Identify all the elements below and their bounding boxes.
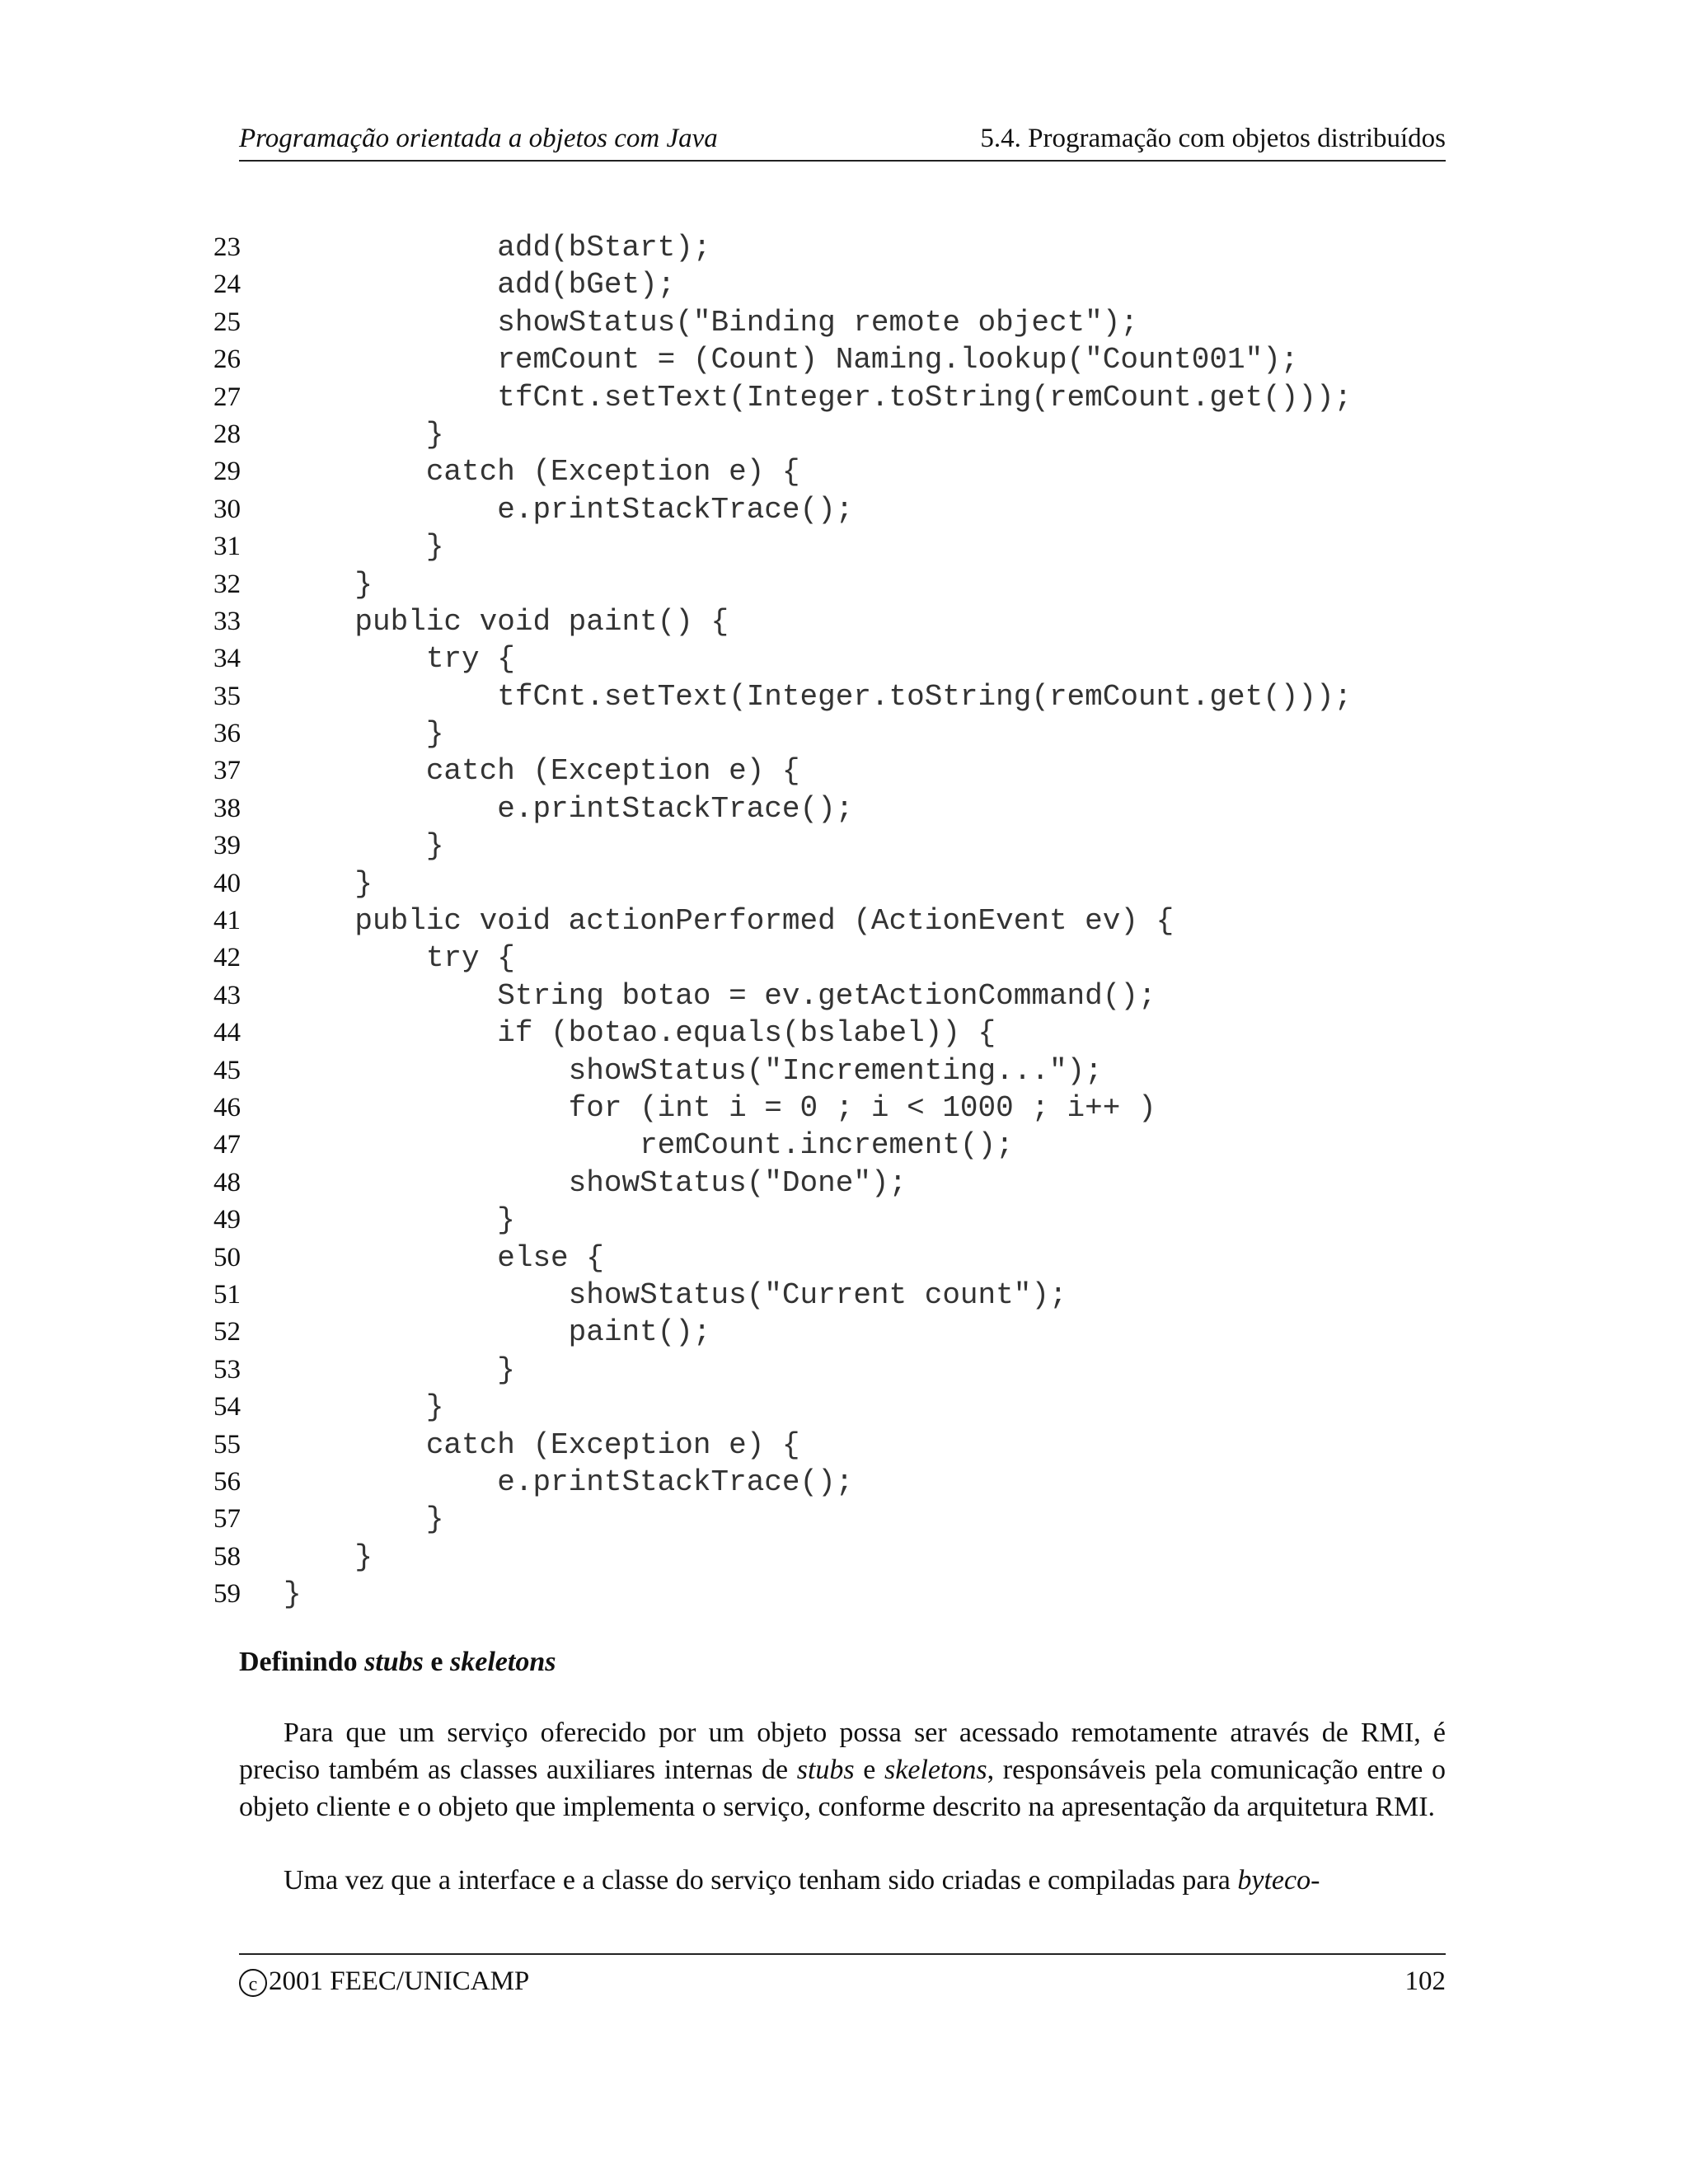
line-number: 37	[213, 756, 241, 786]
code-text: }	[284, 829, 444, 864]
line-number: 40	[213, 868, 241, 898]
paragraph-1-text-c: , responsáveis pela comunicação entre o objeto cliente e o objeto que implementa o serviço, conforme descrito na apresentação da arquitetura RMI.	[239, 1755, 1446, 1822]
code-line	[181, 1389, 1500, 1426]
code-line	[181, 1576, 1500, 1613]
code-line	[181, 603, 1500, 640]
code-line	[181, 416, 1500, 453]
code-text: catch (Exception e) {	[284, 754, 800, 789]
code-line	[181, 827, 1500, 865]
code-line	[181, 1052, 1500, 1090]
code-line	[181, 640, 1500, 677]
code-line	[181, 1202, 1500, 1239]
line-number: 58	[213, 1541, 241, 1572]
code-text: e.printStackTrace();	[284, 492, 854, 527]
code-text: tfCnt.setText(Integer.toString(remCount.get()));	[284, 380, 1353, 415]
code-text: e.printStackTrace();	[284, 1465, 854, 1499]
header-section-title: 5.4. Programação com objetos distribuídos	[980, 124, 1446, 153]
line-number: 27	[213, 382, 241, 412]
line-number: 36	[213, 719, 241, 749]
line-number: 34	[213, 644, 241, 674]
line-number: 33	[213, 606, 241, 636]
line-number: 28	[213, 419, 241, 449]
code-text: for (int i = 0 ; i < 1000 ; i++ )	[284, 1090, 1156, 1125]
code-line	[181, 715, 1500, 752]
copyright-icon: c	[239, 1969, 267, 1997]
code-text: showStatus("Incrementing...");	[284, 1053, 1103, 1088]
code-text: }	[284, 1352, 515, 1387]
code-line	[181, 379, 1500, 416]
code-listing	[181, 229, 1500, 1613]
code-line	[181, 1240, 1500, 1277]
footer-rule	[239, 1953, 1446, 1955]
code-line	[181, 1352, 1500, 1389]
section-heading-skeletons: skeletons	[450, 1647, 556, 1677]
code-text: }	[284, 866, 373, 901]
code-text: }	[284, 417, 444, 452]
line-number: 44	[213, 1018, 241, 1048]
line-number: 41	[213, 906, 241, 936]
code-line	[181, 1165, 1500, 1202]
section-heading	[239, 1647, 556, 1678]
code-line	[181, 752, 1500, 790]
code-text: add(bGet);	[284, 268, 676, 302]
code-text: tfCnt.setText(Integer.toString(remCount.get()));	[284, 679, 1353, 714]
paragraph-1-text-a: Para que um serviço oferecido por um objeto possa ser acessado remotamente através de RMI, é preciso também as classes auxiliares internas de	[239, 1718, 1446, 1785]
line-number: 53	[213, 1354, 241, 1385]
code-line	[181, 940, 1500, 977]
code-text: if (botao.equals(bslabel)) {	[284, 1016, 996, 1051]
code-line	[181, 528, 1500, 565]
code-text: paint();	[284, 1315, 711, 1350]
line-number: 29	[213, 457, 241, 487]
code-line	[181, 1314, 1500, 1351]
code-line	[181, 1015, 1500, 1052]
line-number: 39	[213, 831, 241, 861]
code-text: }	[284, 717, 444, 752]
code-text: remCount = (Count) Naming.lookup("Count001");	[284, 343, 1299, 377]
line-number: 55	[213, 1429, 241, 1460]
line-number: 35	[213, 681, 241, 711]
line-number: 26	[213, 344, 241, 375]
code-line	[181, 1501, 1500, 1538]
code-text: }	[284, 1390, 444, 1425]
page-number: 102	[1404, 1966, 1446, 1996]
line-number: 48	[213, 1167, 241, 1197]
code-text: public void actionPerformed (ActionEvent ev) {	[284, 904, 1175, 939]
line-number: 54	[213, 1392, 241, 1422]
paragraph-2-text: Uma vez que a interface e a classe do serviço tenham sido criadas e compiladas para	[284, 1865, 1238, 1896]
paragraph-2-em: byteco-	[1237, 1865, 1320, 1896]
code-text: showStatus("Done");	[284, 1165, 907, 1200]
paragraph-1-em-skeletons: skeletons	[884, 1755, 987, 1785]
footer-copyright	[239, 1966, 529, 1997]
code-text: }	[284, 1502, 444, 1537]
code-text: }	[284, 1540, 373, 1574]
code-line	[181, 1127, 1500, 1164]
code-text: else {	[284, 1240, 604, 1275]
line-number: 43	[213, 980, 241, 1010]
code-line	[181, 1277, 1500, 1314]
code-line	[181, 453, 1500, 490]
code-line	[181, 1090, 1500, 1127]
line-number: 30	[213, 494, 241, 524]
code-text: e.printStackTrace();	[284, 791, 854, 826]
code-text: showStatus("Current count");	[284, 1277, 1067, 1312]
code-line	[181, 491, 1500, 528]
line-number: 50	[213, 1242, 241, 1272]
footer-copyright-text: 2001 FEEC/UNICAMP	[269, 1966, 530, 1996]
code-text: catch (Exception e) {	[284, 455, 800, 490]
code-line	[181, 1427, 1500, 1464]
line-number: 38	[213, 793, 241, 823]
code-text: catch (Exception e) {	[284, 1427, 800, 1462]
line-number: 45	[213, 1055, 241, 1085]
line-number: 59	[213, 1579, 241, 1610]
code-text: remCount.increment();	[284, 1128, 1014, 1163]
code-line	[181, 790, 1500, 827]
code-text: }	[284, 530, 444, 565]
paragraph-2	[239, 1862, 1446, 1899]
paragraph-1-em-stubs: stubs	[796, 1755, 855, 1785]
line-number: 24	[213, 269, 241, 300]
code-text: String botao = ev.getActionCommand();	[284, 978, 1156, 1013]
code-text: try {	[284, 941, 515, 976]
code-line	[181, 902, 1500, 940]
running-header	[239, 120, 1446, 162]
code-text: try {	[284, 642, 515, 677]
line-number: 56	[213, 1466, 241, 1497]
code-line	[181, 1464, 1500, 1501]
code-line	[181, 678, 1500, 715]
code-text: }	[284, 1203, 515, 1238]
code-text: }	[284, 567, 373, 602]
code-text: add(bStart);	[284, 231, 711, 265]
line-number: 57	[213, 1504, 241, 1535]
line-number: 46	[213, 1092, 241, 1122]
code-text: showStatus("Binding remote object");	[284, 305, 1138, 340]
code-line	[181, 977, 1500, 1015]
line-number: 31	[213, 532, 241, 562]
code-line	[181, 304, 1500, 341]
code-line	[181, 1539, 1500, 1576]
code-line	[181, 229, 1500, 266]
code-text: public void paint() {	[284, 604, 729, 639]
line-number: 23	[213, 232, 241, 262]
line-number: 49	[213, 1205, 241, 1235]
section-heading-stubs: stubs	[364, 1647, 424, 1677]
line-number: 32	[213, 569, 241, 599]
line-number: 25	[213, 307, 241, 337]
code-text: }	[284, 1577, 302, 1612]
paragraph-1-text-b: e	[854, 1755, 885, 1785]
line-number: 42	[213, 943, 241, 973]
section-heading-and: e	[423, 1647, 451, 1677]
paragraph-1	[239, 1714, 1446, 1825]
code-line	[181, 266, 1500, 303]
section-heading-text: Definindo	[239, 1647, 365, 1677]
line-number: 52	[213, 1317, 241, 1347]
code-line	[181, 566, 1500, 603]
code-line	[181, 865, 1500, 902]
line-number: 47	[213, 1130, 241, 1160]
line-number: 51	[213, 1279, 241, 1310]
header-book-title: Programação orientada a objetos com Java	[239, 124, 718, 153]
code-line	[181, 341, 1500, 378]
